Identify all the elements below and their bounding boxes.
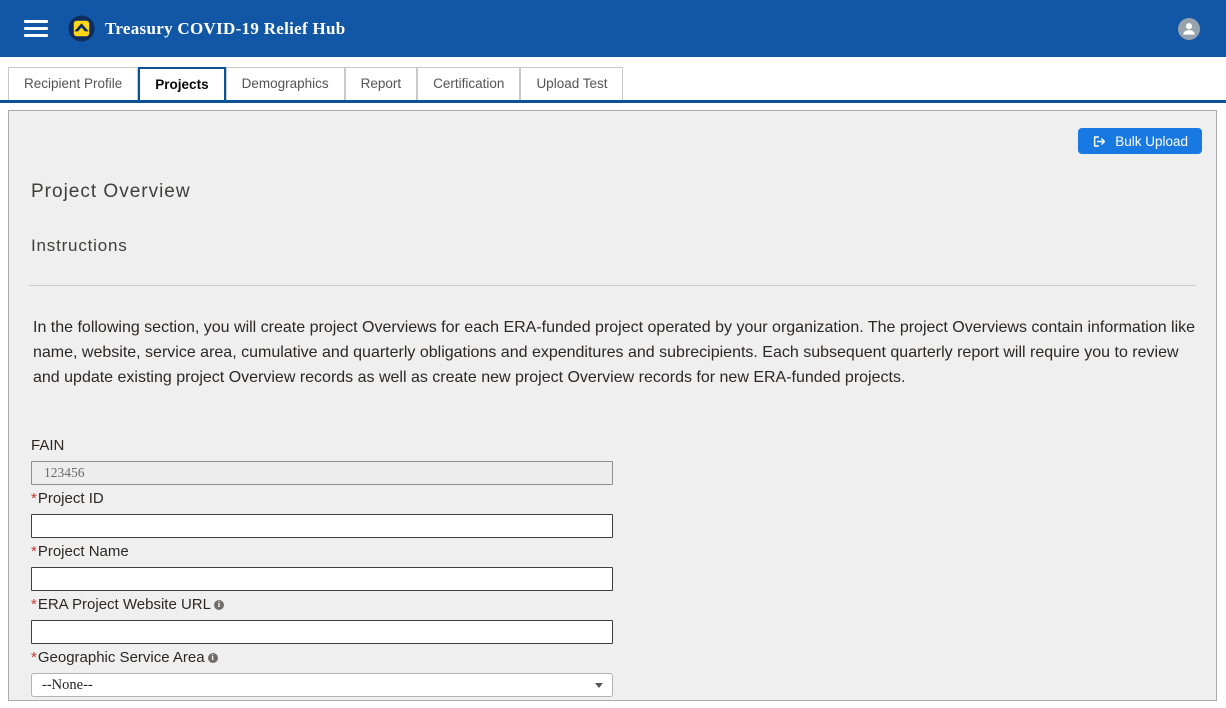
bulk-upload-label: Bulk Upload <box>1115 133 1188 149</box>
project-name-input[interactable] <box>31 567 613 591</box>
bulk-upload-icon <box>1092 134 1107 149</box>
project-id-field <box>31 490 1202 538</box>
project-id-label: *Project ID <box>31 490 104 507</box>
geographic-service-area-label: *Geographic Service Area i <box>31 649 1202 666</box>
instructions-text: In the following section, you will create project Overviews for each ERA-funded project operated by your organization. The project Overviews contain information like name, website, service area, cumulative and quarterly obligations and expenditures and subrecipients. Each subsequent quarterly report will require you to review and update existing project Overview records as well as create new project Overview records for new ERA-funded projects. <box>33 319 1196 386</box>
required-asterisk: * <box>31 596 37 613</box>
tab-demographics[interactable]: Demographics <box>226 67 345 100</box>
info-icon[interactable]: i <box>208 653 218 663</box>
info-icon[interactable]: i <box>214 600 224 610</box>
fain-label: FAIN <box>31 437 65 454</box>
divider <box>29 285 1196 286</box>
user-avatar-icon[interactable] <box>1178 18 1200 40</box>
project-name-field <box>31 543 1202 591</box>
app-header <box>0 0 1226 57</box>
fain-field <box>31 437 1202 485</box>
geographic-service-area-field <box>31 649 1202 697</box>
section-heading: Instructions <box>31 236 128 255</box>
tab-bar <box>0 57 1226 103</box>
toolbar-row <box>23 128 1202 154</box>
page-title: Project Overview <box>31 181 191 202</box>
required-asterisk: * <box>31 543 37 560</box>
required-asterisk: * <box>31 649 37 666</box>
tab-upload-test[interactable]: Upload Test <box>520 67 623 100</box>
bulk-upload-button[interactable] <box>1078 128 1202 154</box>
tab-report[interactable]: Report <box>345 67 418 100</box>
app-title: Treasury COVID-19 Relief Hub <box>105 18 346 38</box>
content-panel <box>8 110 1217 701</box>
treasury-logo-icon <box>68 15 95 42</box>
project-name-label: *Project Name <box>31 543 129 560</box>
fain-input <box>31 461 613 485</box>
project-overview-form <box>31 437 1202 697</box>
era-project-website-url-input[interactable] <box>31 620 613 644</box>
geographic-service-area-dropdown[interactable] <box>31 673 613 697</box>
era-project-website-url-field <box>31 596 1202 644</box>
required-asterisk: * <box>31 490 37 507</box>
tab-projects[interactable]: Projects <box>138 67 225 100</box>
project-id-input[interactable] <box>31 514 613 538</box>
geographic-service-area-select[interactable] <box>31 673 613 697</box>
era-project-website-url-label: *ERA Project Website URL i <box>31 596 1202 613</box>
tab-certification[interactable]: Certification <box>417 67 520 100</box>
menu-icon[interactable] <box>24 20 48 37</box>
tab-recipient-profile[interactable]: Recipient Profile <box>8 67 138 100</box>
